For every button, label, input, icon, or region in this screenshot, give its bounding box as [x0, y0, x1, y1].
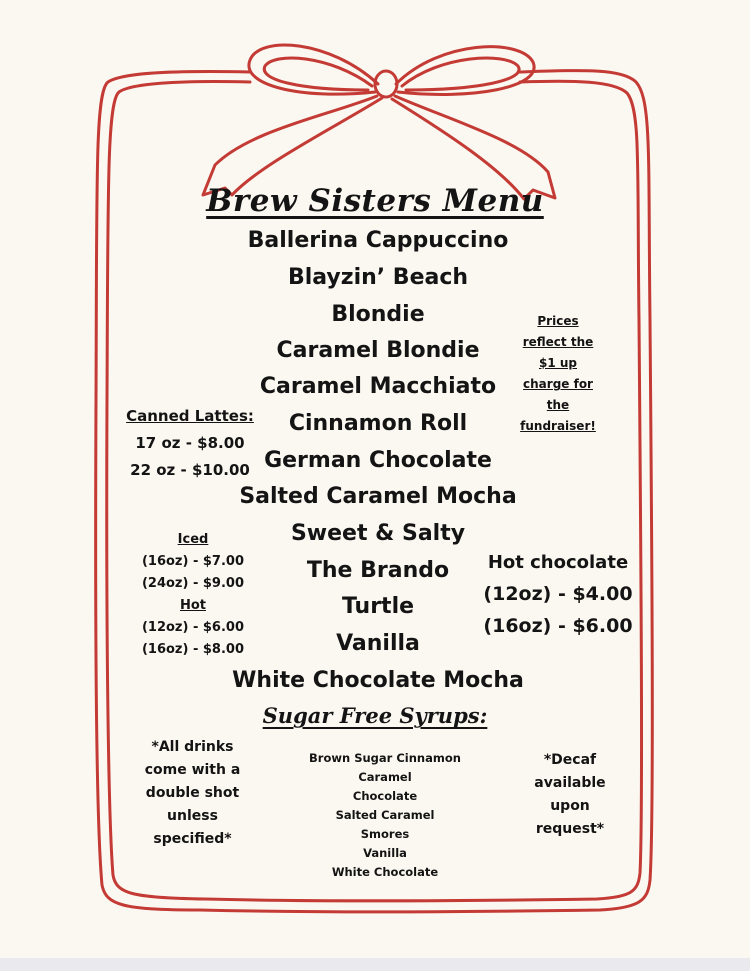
prices-note-line: $1 up: [538, 356, 577, 370]
prices-note-line: Prices: [537, 314, 579, 328]
syrup-item: Smores: [360, 827, 410, 841]
drink-item: Caramel Blondie: [276, 338, 480, 363]
decaf-note-line: upon: [550, 798, 590, 814]
bottom-strip: [0, 958, 750, 971]
decaf-note: [515, 749, 625, 841]
hot-price: (12oz) - $6.00: [141, 620, 245, 635]
menu-title: Brew Sisters Menu: [206, 183, 544, 219]
prices-note: [508, 311, 608, 437]
hot-chocolate: [478, 548, 638, 642]
double-shot-note-line: double shot: [145, 785, 240, 801]
canned-lattes-heading: Canned Lattes:: [126, 407, 254, 425]
hot-chocolate-price: (12oz) - $4.00: [483, 583, 633, 605]
drink-item: The Brando: [306, 558, 450, 583]
syrup-item: White Chocolate: [331, 865, 439, 879]
drink-item: Cinnamon Roll: [288, 411, 468, 436]
canned-latte-price: 17 oz - $8.00: [135, 434, 245, 452]
syrup-item: Caramel: [358, 770, 412, 784]
drink-item: Vanilla: [336, 631, 420, 656]
canned-latte-price: 22 oz - $10.00: [130, 461, 250, 479]
drink-item: Caramel Macchiato: [259, 374, 497, 399]
prices-note-line: charge for: [523, 377, 593, 391]
decaf-note-line: available: [534, 775, 606, 791]
double-shot-note-line: come with a: [144, 762, 241, 778]
syrup-item: Chocolate: [352, 789, 418, 803]
drink-item: Blondie: [331, 302, 425, 327]
double-shot-note-line: specified*: [153, 831, 232, 847]
prices-note-line: the: [546, 398, 570, 412]
double-shot-note-line: unless: [167, 808, 218, 824]
drink-item: White Chocolate Mocha: [232, 668, 524, 693]
hot-heading: Hot: [179, 598, 207, 613]
sugar-free-heading: Sugar Free Syrups:: [262, 703, 488, 728]
hot-chocolate-heading: Hot chocolate: [487, 552, 629, 573]
drink-item: Blayzin’ Beach: [287, 265, 469, 290]
canned-lattes: [120, 403, 260, 484]
decaf-note-line: request*: [535, 821, 605, 837]
hot-price: (16oz) - $8.00: [141, 642, 245, 657]
prices-note-line: reflect the: [522, 335, 594, 349]
syrup-item: Vanilla: [363, 846, 407, 860]
iced-heading: Iced: [177, 532, 209, 547]
double-shot-note: [130, 736, 255, 851]
iced-price: (24oz) - $9.00: [141, 576, 245, 591]
hot-chocolate-price: (16oz) - $6.00: [483, 615, 633, 637]
drink-item: Ballerina Cappuccino: [247, 228, 509, 253]
drink-item: Salted Caramel Mocha: [239, 484, 517, 509]
iced-price: (16oz) - $7.00: [141, 554, 245, 569]
syrup-item: Salted Caramel: [335, 808, 435, 822]
prices-note-line: fundraiser!: [520, 419, 596, 433]
decaf-note-line: *Decaf: [543, 752, 597, 768]
drink-item: German Chocolate: [264, 448, 492, 473]
drink-item: Turtle: [341, 594, 415, 619]
double-shot-note-line: *All drinks: [151, 739, 234, 755]
iced-hot-prices: [128, 529, 258, 661]
drink-item: Sweet & Salty: [290, 521, 466, 546]
syrup-item: Brown Sugar Cinnamon: [309, 751, 461, 765]
